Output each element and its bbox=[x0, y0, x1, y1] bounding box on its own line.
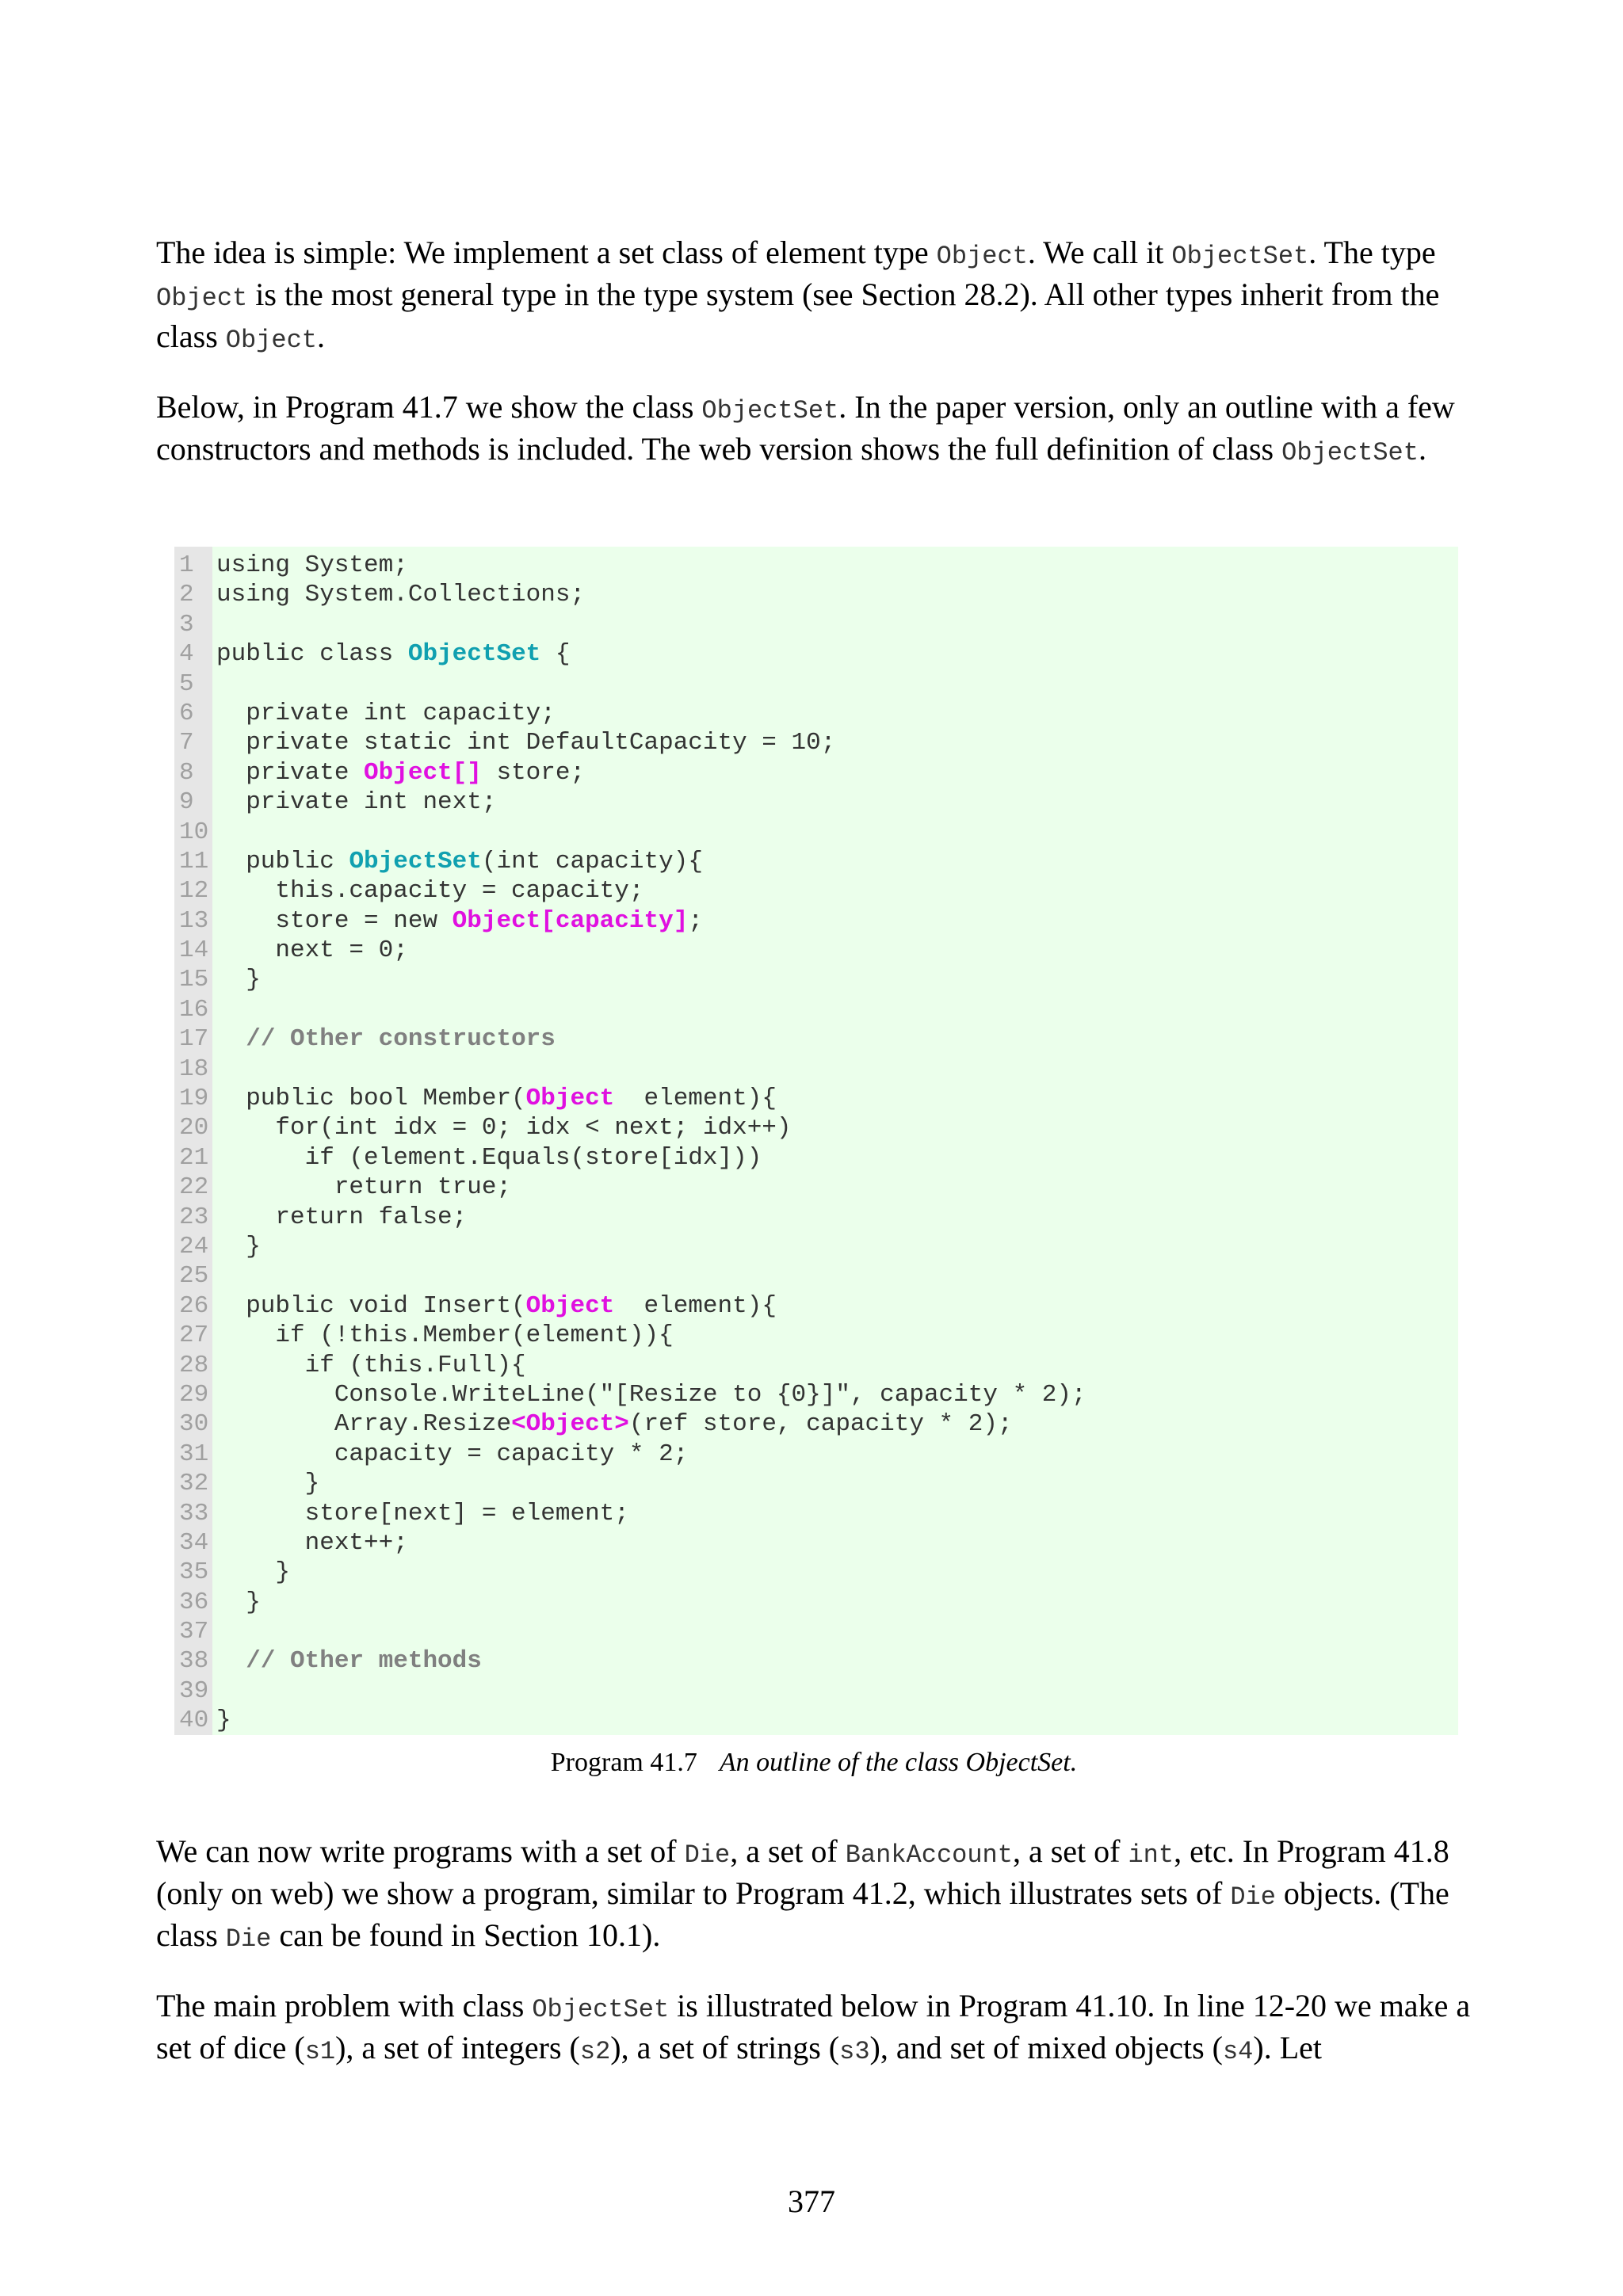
line-number: 23 bbox=[179, 1203, 209, 1231]
code-line bbox=[216, 1232, 1458, 1261]
code-text: public bbox=[216, 847, 349, 875]
code-line bbox=[216, 847, 1458, 876]
inline-code: s1 bbox=[304, 2037, 336, 2066]
code-text: element){ bbox=[614, 1291, 777, 1320]
code-line bbox=[216, 610, 1458, 639]
code-line bbox=[216, 1351, 1458, 1380]
code-text: } bbox=[216, 1470, 320, 1498]
paragraph-intro bbox=[156, 234, 1472, 360]
line-number: 24 bbox=[179, 1232, 209, 1261]
code-type-highlight: <Object> bbox=[511, 1410, 629, 1439]
code-line bbox=[216, 728, 1458, 757]
paragraph-text: , etc. In Program 41.8 (only on web) we show a program, similar to Program 41.2, which illustrates sets of bbox=[156, 1833, 1449, 1911]
code-line bbox=[216, 1203, 1458, 1232]
line-number: 25 bbox=[179, 1262, 209, 1291]
code-line bbox=[216, 699, 1458, 728]
code-text: Array.Resize bbox=[216, 1410, 512, 1439]
line-number: 38 bbox=[179, 1647, 209, 1676]
paragraph-main-problem bbox=[156, 1987, 1472, 2071]
line-number: 17 bbox=[179, 1025, 209, 1054]
line-number: 31 bbox=[179, 1440, 209, 1468]
code-text: next++; bbox=[216, 1528, 408, 1557]
code-lines bbox=[212, 547, 1458, 1735]
line-number: 2 bbox=[179, 581, 194, 609]
code-text: } bbox=[216, 1707, 231, 1735]
line-number: 37 bbox=[179, 1618, 209, 1646]
code-text: using System.Collections; bbox=[216, 581, 586, 609]
code-text: } bbox=[216, 1232, 261, 1261]
code-line bbox=[216, 1084, 1458, 1113]
line-number: 20 bbox=[179, 1114, 209, 1142]
code-line bbox=[216, 1113, 1458, 1142]
inline-code: ObjectSet bbox=[701, 396, 839, 425]
inline-code: BankAccount bbox=[845, 1840, 1013, 1870]
code-line bbox=[216, 1617, 1458, 1646]
code-line bbox=[216, 1646, 1458, 1676]
line-number: 10 bbox=[179, 818, 209, 846]
paragraph-text: The main problem with class bbox=[156, 1988, 533, 2023]
paragraph-text: is illustrated below in Program 41.10. In line 12-20 we make a set of dice ( bbox=[156, 1988, 1471, 2065]
code-line bbox=[216, 1143, 1458, 1173]
code-comment: // Other methods bbox=[246, 1647, 482, 1676]
inline-code: Die bbox=[684, 1840, 731, 1870]
code-line bbox=[216, 876, 1458, 906]
code-line-numbers bbox=[174, 547, 212, 1735]
line-number: 36 bbox=[179, 1588, 209, 1616]
code-text: } bbox=[216, 1588, 261, 1616]
code-line bbox=[216, 1055, 1458, 1084]
code-line bbox=[216, 788, 1458, 817]
page-number: 377 bbox=[788, 2183, 835, 2219]
line-number: 14 bbox=[179, 936, 209, 965]
code-line bbox=[216, 1706, 1458, 1735]
line-number: 40 bbox=[179, 1707, 209, 1735]
paragraph-text: The idea is simple: We implement a set class of element type bbox=[156, 235, 937, 270]
line-number: 13 bbox=[179, 906, 209, 935]
line-number: 5 bbox=[179, 669, 194, 698]
code-text: next = 0; bbox=[216, 936, 408, 965]
line-number: 29 bbox=[179, 1380, 209, 1409]
line-number: 27 bbox=[179, 1322, 209, 1350]
code-text: private static int DefaultCapacity = 10; bbox=[216, 729, 836, 757]
code-line bbox=[216, 1558, 1458, 1587]
line-number: 30 bbox=[179, 1410, 209, 1439]
code-text: store; bbox=[481, 758, 586, 787]
paragraph-sets-usage bbox=[156, 1833, 1472, 1958]
line-number: 8 bbox=[179, 758, 194, 787]
code-line bbox=[216, 1380, 1458, 1409]
code-class-name: ObjectSet bbox=[407, 640, 541, 669]
code-text: this.capacity = capacity; bbox=[216, 877, 644, 906]
code-text: capacity = capacity * 2; bbox=[216, 1440, 689, 1468]
line-number: 15 bbox=[179, 966, 209, 994]
code-text: store = new bbox=[216, 906, 453, 935]
paragraph-text: Below, in Program 41.7 we show the class bbox=[156, 389, 702, 425]
code-text: (int capacity){ bbox=[481, 847, 703, 875]
code-text: public void Insert( bbox=[216, 1291, 526, 1320]
paragraph-text: ), a set of integers ( bbox=[335, 2030, 580, 2065]
code-text: } bbox=[216, 1558, 291, 1587]
code-type-highlight: Object[] bbox=[364, 758, 482, 787]
paragraph-text: . We call it bbox=[1027, 235, 1172, 270]
code-line bbox=[216, 936, 1458, 965]
inline-code: s2 bbox=[579, 2037, 611, 2066]
code-line bbox=[216, 758, 1458, 788]
code-text: for(int idx = 0; idx < next; idx++) bbox=[216, 1114, 792, 1142]
code-text: private bbox=[216, 758, 365, 787]
inline-code: int bbox=[1128, 1840, 1174, 1870]
code-line bbox=[216, 818, 1458, 847]
inline-code: s3 bbox=[839, 2037, 870, 2066]
code-type-highlight: Object[capacity] bbox=[452, 906, 689, 935]
code-line bbox=[216, 669, 1458, 699]
code-text: element){ bbox=[614, 1085, 777, 1113]
code-comment: // Other constructors bbox=[246, 1025, 556, 1054]
code-line bbox=[216, 551, 1458, 580]
line-number: 9 bbox=[179, 788, 194, 817]
inline-code: Die bbox=[225, 1924, 272, 1954]
code-listing bbox=[174, 547, 1458, 1735]
paragraph-text: ), and set of mixed objects ( bbox=[869, 2030, 1223, 2065]
code-line bbox=[216, 1440, 1458, 1469]
inline-code: ObjectSet bbox=[1281, 438, 1419, 467]
code-text: (ref store, capacity * 2); bbox=[628, 1410, 1013, 1439]
code-line bbox=[216, 639, 1458, 669]
code-line bbox=[216, 1676, 1458, 1706]
line-number: 6 bbox=[179, 699, 194, 727]
paragraph-text: objects. (The class bbox=[156, 1875, 1449, 1953]
line-number: 34 bbox=[179, 1528, 209, 1557]
line-number: 12 bbox=[179, 877, 209, 906]
line-number: 19 bbox=[179, 1085, 209, 1113]
line-number: 35 bbox=[179, 1558, 209, 1587]
code-text: return true; bbox=[216, 1173, 512, 1202]
line-number: 11 bbox=[179, 847, 209, 875]
code-line bbox=[216, 1173, 1458, 1202]
code-line bbox=[216, 1261, 1458, 1291]
line-number: 32 bbox=[179, 1470, 209, 1498]
code-text: private int next; bbox=[216, 788, 497, 817]
code-text: store[next] = element; bbox=[216, 1499, 629, 1527]
line-number: 28 bbox=[179, 1351, 209, 1379]
code-line bbox=[216, 1291, 1458, 1321]
code-line bbox=[216, 580, 1458, 609]
code-line bbox=[216, 1321, 1458, 1350]
code-text: if (!this.Member(element)){ bbox=[216, 1322, 674, 1350]
code-line bbox=[216, 1528, 1458, 1558]
paragraph-text: . The type bbox=[1308, 235, 1436, 270]
paragraph-text: ). Let bbox=[1253, 2030, 1322, 2065]
paragraph-text: can be found in Section 10.1). bbox=[271, 1917, 661, 1953]
paragraph-text: ), a set of strings ( bbox=[610, 2030, 840, 2065]
line-number: 26 bbox=[179, 1291, 209, 1320]
line-number: 18 bbox=[179, 1055, 209, 1083]
code-class-name: ObjectSet bbox=[349, 847, 482, 875]
paragraph-program-intro bbox=[156, 388, 1472, 472]
code-line bbox=[216, 906, 1458, 936]
inline-code: ObjectSet bbox=[532, 1995, 670, 2024]
caption-number: Program 41.7 bbox=[550, 1748, 697, 1777]
paragraph-text: . In the paper version, only an outline with a few constructors and methods is included. The web version shows the full definition of class bbox=[156, 389, 1455, 467]
code-line bbox=[216, 1499, 1458, 1528]
line-number: 22 bbox=[179, 1173, 209, 1202]
code-text: ; bbox=[688, 906, 703, 935]
paragraph-text: is the most general type in the type system (see Section 28.2). All other types inherit from the class bbox=[156, 277, 1440, 354]
inline-code: s4 bbox=[1222, 2037, 1254, 2066]
code-text: public class bbox=[216, 640, 408, 669]
line-number: 39 bbox=[179, 1676, 209, 1705]
paragraph-text: , a set of bbox=[1012, 1833, 1128, 1869]
caption-title: An outline of the class ObjectSet. bbox=[719, 1748, 1078, 1777]
paragraph-text: We can now write programs with a set of bbox=[156, 1833, 685, 1869]
inline-code: Object bbox=[156, 284, 248, 313]
code-text: Console.WriteLine("[Resize to {0}]", capacity * 2); bbox=[216, 1380, 1086, 1409]
code-text: return false; bbox=[216, 1203, 468, 1231]
code-text: if (this.Full){ bbox=[216, 1351, 526, 1379]
line-number: 21 bbox=[179, 1143, 209, 1172]
code-line bbox=[216, 1024, 1458, 1054]
paragraph-text: . bbox=[1418, 431, 1426, 467]
code-type-highlight: Object bbox=[525, 1085, 615, 1113]
program-caption bbox=[156, 1747, 1472, 1779]
code-line bbox=[216, 995, 1458, 1024]
line-number: 3 bbox=[179, 610, 194, 639]
inline-code: Die bbox=[1230, 1882, 1276, 1912]
code-text: } bbox=[216, 966, 261, 994]
paragraph-text: . bbox=[316, 318, 325, 354]
code-text: using System; bbox=[216, 551, 408, 579]
inline-code: Object bbox=[936, 242, 1028, 271]
code-text bbox=[216, 1025, 246, 1053]
code-line bbox=[216, 1588, 1458, 1617]
code-text: { bbox=[540, 640, 571, 669]
code-line bbox=[216, 1469, 1458, 1498]
code-text: private int capacity; bbox=[216, 699, 556, 727]
code-type-highlight: Object bbox=[525, 1291, 615, 1320]
line-number: 16 bbox=[179, 995, 209, 1024]
line-number: 7 bbox=[179, 729, 194, 757]
code-text: if (element.Equals(store[idx])) bbox=[216, 1143, 762, 1172]
code-text: public bool Member( bbox=[216, 1085, 526, 1113]
line-number: 33 bbox=[179, 1499, 209, 1527]
line-number: 4 bbox=[179, 640, 194, 669]
inline-code: ObjectSet bbox=[1171, 242, 1309, 271]
paragraph-text: , a set of bbox=[730, 1833, 846, 1869]
code-line bbox=[216, 1409, 1458, 1439]
inline-code: Object bbox=[225, 326, 317, 355]
code-text bbox=[216, 1647, 246, 1675]
code-line bbox=[216, 965, 1458, 994]
line-number: 1 bbox=[179, 551, 194, 579]
